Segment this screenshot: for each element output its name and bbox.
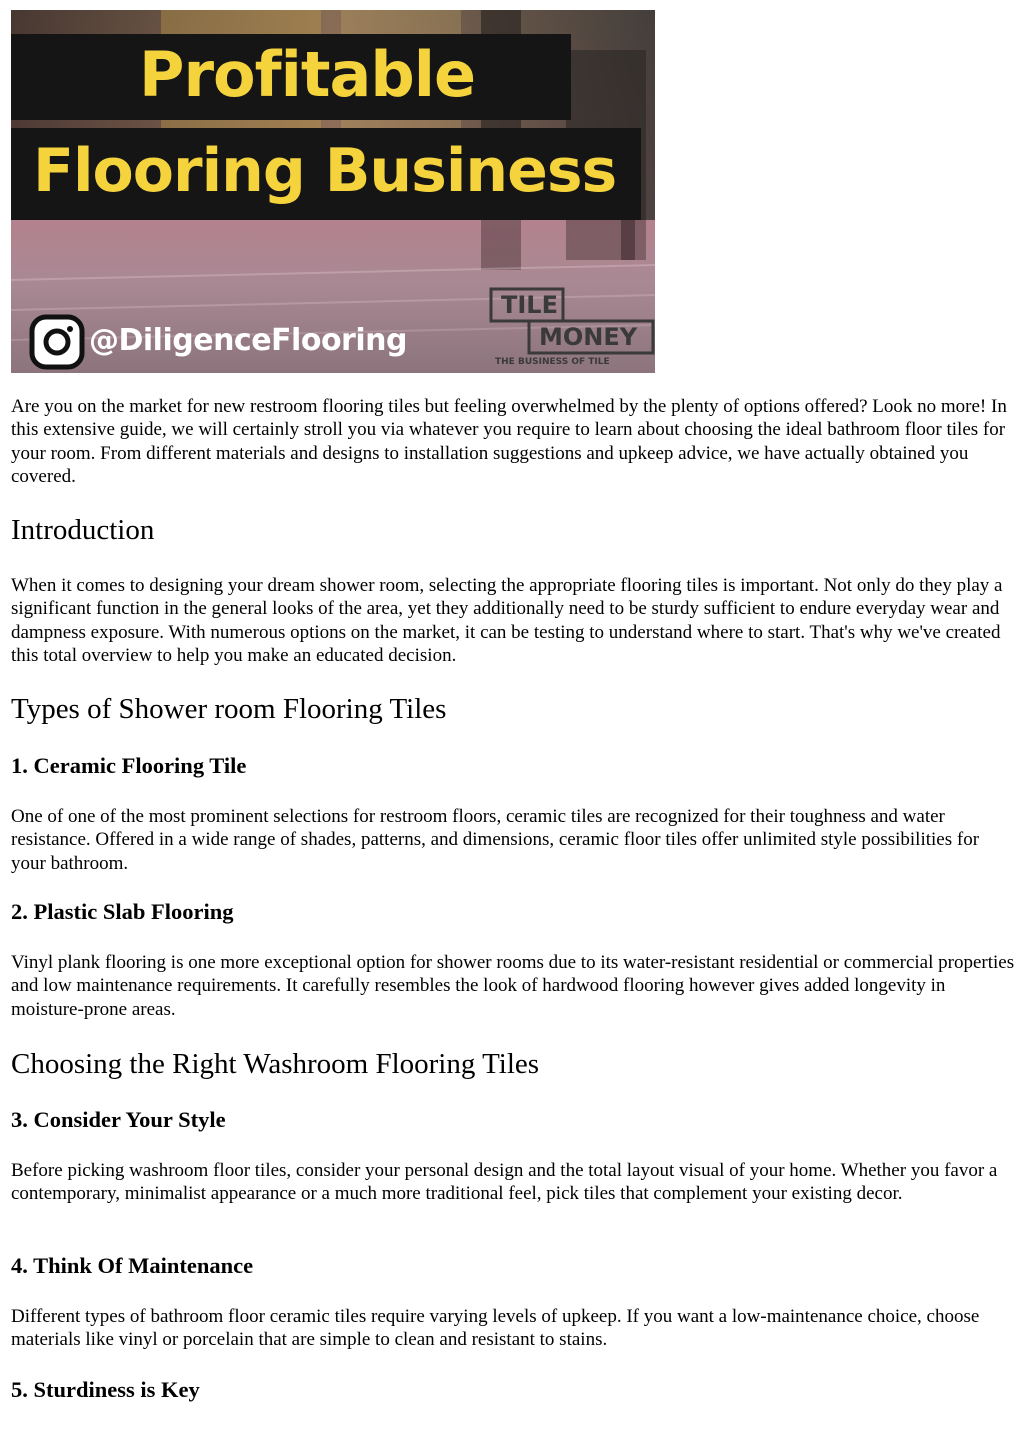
maintenance-paragraph: Different types of bathroom floor ceramic tiles require varying levels of upkeep. If you want a low-maintenance choice, choose materials like vinyl or porcelain that are simple to clean and resistant to stains.	[11, 1306, 980, 1351]
plastic-slab-paragraph: Vinyl plank flooring is one more exceptional option for shower rooms due to its water-resistant residential or commercial properties and low maintenance requirements. It carefully resembles the look of hardwood flooring however gives added longevity in moisture-prone areas.	[11, 952, 1015, 1020]
subheading-plastic-slab: 2. Plastic Slab Flooring	[11, 899, 234, 924]
hero-title-line-1: Profitable	[139, 38, 475, 111]
logo-tagline: THE BUSINESS OF TILE	[495, 357, 610, 367]
ceramic-paragraph: One of one of the most prominent selections for restroom floors, ceramic tiles are recognized for their toughness and water resistance. Offered in a wide range of shades, patterns, and dimensions, ceramic floor tiles offer unlimited style possibilities for your bathroom.	[11, 806, 980, 874]
intro-paragraph: Are you on the market for new restroom flooring tiles but feeling overwhelmed by the plenty of options offered? Look no more! In this extensive guide, we will certainly stroll you via whatever you require to learn about choosing the ideal bathroom floor tiles for your room. From different materials and designs to installation suggestions and upkeep advice, we have actually obtained you covered.	[11, 396, 1007, 488]
instagram-handle: @DiligenceFlooring	[89, 323, 407, 358]
style-paragraph: Before picking washroom floor tiles, consider your personal design and the total layout visual of your home. Whether you favor a contemporary, minimalist appearance or a much more traditional feel, pick tiles that complement your existing decor.	[11, 1160, 998, 1205]
logo-word-money: MONEY	[539, 323, 638, 351]
instagram-icon	[29, 314, 85, 370]
logo-word-tile: TILE	[501, 291, 558, 319]
hero-banner-image	[11, 10, 655, 373]
tile-money-logo	[489, 287, 655, 373]
heading-types: Types of Shower room Flooring Tiles	[11, 693, 447, 725]
heading-choosing: Choosing the Right Washroom Flooring Tiles	[11, 1048, 540, 1080]
article	[11, 10, 1015, 1402]
introduction-paragraph: When it comes to designing your dream shower room, selecting the appropriate flooring tiles is important. Not only do they play a significant function in the general looks of the area, yet they additionally need to be sturdy sufficient to endure everyday wear and dampness exposure. With numerous options on the market, it can be testing to understand where to start. That's why we've created this total overview to help you make an educated decision.	[11, 575, 1003, 667]
subheading-style: 3. Consider Your Style	[11, 1107, 226, 1132]
subheading-sturdiness: 5. Sturdiness is Key	[11, 1377, 200, 1402]
subheading-ceramic: 1. Ceramic Flooring Tile	[11, 753, 247, 778]
heading-introduction: Introduction	[11, 514, 155, 546]
hero-title-line-2: Flooring Business	[33, 136, 617, 206]
subheading-maintenance: 4. Think Of Maintenance	[11, 1253, 254, 1278]
